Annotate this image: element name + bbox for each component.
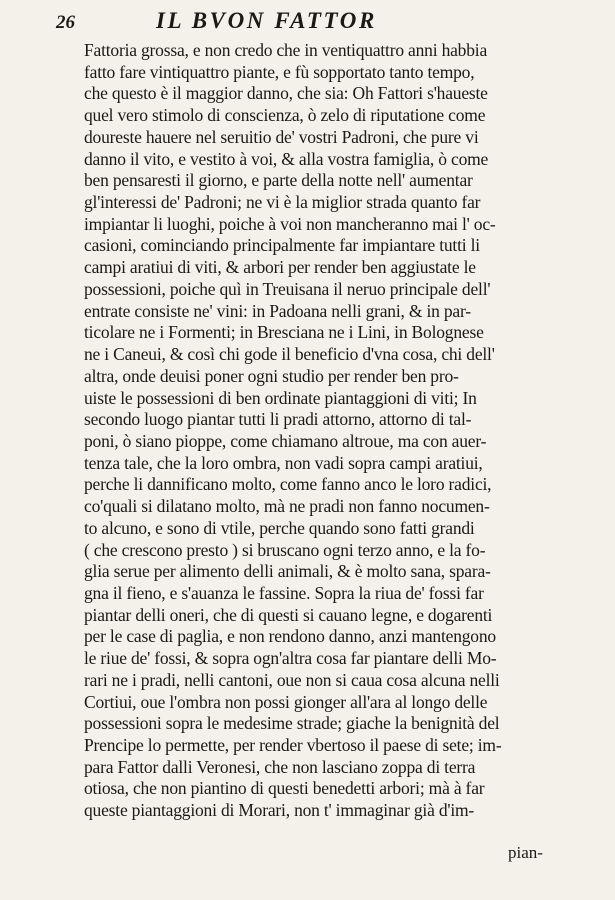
text-line: to alcuno, e sono di vtile, perche quando sono fatti grandi bbox=[84, 517, 475, 538]
running-head bbox=[56, 4, 615, 38]
text-line: otiosa, che non piantino di questi benedetti arbori; mà à far bbox=[84, 778, 485, 799]
text-line: campi aratiui di viti, & arbori per render ben aggiustate le bbox=[84, 257, 476, 278]
text-line: ne i Caneui, & così chi gode il beneficio d'vna cosa, chi dell' bbox=[84, 344, 495, 365]
text-line: uiste le possessioni di ben ordinate piantaggioni di viti; In bbox=[84, 387, 477, 408]
catchword: pian- bbox=[508, 843, 543, 862]
text-line: ( che crescono presto ) si bruscano ogni terzo anno, e la fo- bbox=[84, 539, 486, 560]
text-line: secondo luogo piantar tutti li pradi attorno, attorno di tal- bbox=[84, 409, 472, 430]
text-line: rari ne i pradi, nelli cantoni, oue non si caua cosa alcuna nelli bbox=[84, 669, 500, 690]
text-line: para Fattor dalli Veronesi, che non lasciano zoppa di terra bbox=[84, 756, 476, 777]
text-line: Fattoria grossa, e non credo che in ventiquattro anni habbia bbox=[84, 40, 488, 60]
text-line: perche li dannificano molto, come fanno anco le loro radici, bbox=[84, 474, 492, 495]
text-line: Cortiui, oue l'ombra non possi gionger all'ara al longo delle bbox=[84, 691, 488, 712]
text-line: ben pensaresti il giorno, e parte della notte nell' aumentar bbox=[84, 170, 473, 191]
text-line: casioni, cominciando principalmente far impiantare tutti li bbox=[84, 235, 480, 256]
text-line: danno il vito, e vestito à voi, & alla vostra famiglia, ò come bbox=[84, 148, 489, 169]
text-line: impiantar li luoghi, poiche à voi non mancheranno mai l' oc- bbox=[84, 213, 496, 234]
text-line: gl'interessi de' Padroni; ne vi è la miglior strada quanto far bbox=[84, 192, 481, 213]
text-line: altra, onde deuisi poner ogni studio per render ben pro- bbox=[84, 365, 459, 386]
text-line: queste piantaggioni di Morari, non t' immaginar già d'im- bbox=[84, 800, 475, 821]
text-line: co'quali si dilatano molto, mà ne pradi non fanno nocumen- bbox=[84, 496, 490, 517]
text-line: tenza tale, che la loro ombra, non vadi sopra campi aratiui, bbox=[84, 452, 483, 473]
text-line: Prencipe lo permette, per render vbertoso il paese di sete; im- bbox=[84, 735, 502, 755]
text-line: che questo è il maggior danno, che sia: Oh Fattori s'haueste bbox=[84, 83, 488, 104]
text-line: per le case di paglia, e non rendono danno, anzi mantengono bbox=[84, 626, 496, 647]
text-line: doureste hauere nel seruitio de' vostri Padroni, che pure vi bbox=[84, 126, 479, 147]
page-number: 26 bbox=[56, 12, 75, 33]
text-line: gna il fieno, e s'auanza le fassine. Sopra la riua de' fossi far bbox=[84, 582, 484, 603]
text-line: fatto fare vintiquattro piante, e fù sopportato tanto tempo, bbox=[84, 61, 475, 82]
text-line: piantar delli oneri, che di questi si cauano legne, e dogarenti bbox=[84, 604, 493, 625]
text-line: entrate consiste ne' vini: in Padoana nelli grani, & in par- bbox=[84, 300, 471, 321]
text-line: quel vero stimolo di conscienza, ò zelo di riputatione come bbox=[84, 105, 486, 126]
text-line: ticolare ne i Formenti; in Bresciana ne i Lini, in Bolognese bbox=[84, 322, 484, 343]
text-line: possessioni, poiche quì in Treuisana il neruo principale dell' bbox=[84, 278, 491, 299]
text-line: le riue de' fossi, & sopra ogn'altra cosa far piantare delli Mo- bbox=[84, 648, 497, 669]
text-line: glia serue per alimento delli animali, & è molto sana, spara- bbox=[84, 561, 491, 582]
running-title: IL BVON FATTOR bbox=[156, 8, 377, 33]
text-line: poni, ò siano pioppe, come chiamano altroue, ma con auer- bbox=[84, 430, 487, 451]
body-text bbox=[84, 40, 584, 822]
text-line: possessioni sopra le medesime strade; giache la benignità del bbox=[84, 713, 500, 734]
